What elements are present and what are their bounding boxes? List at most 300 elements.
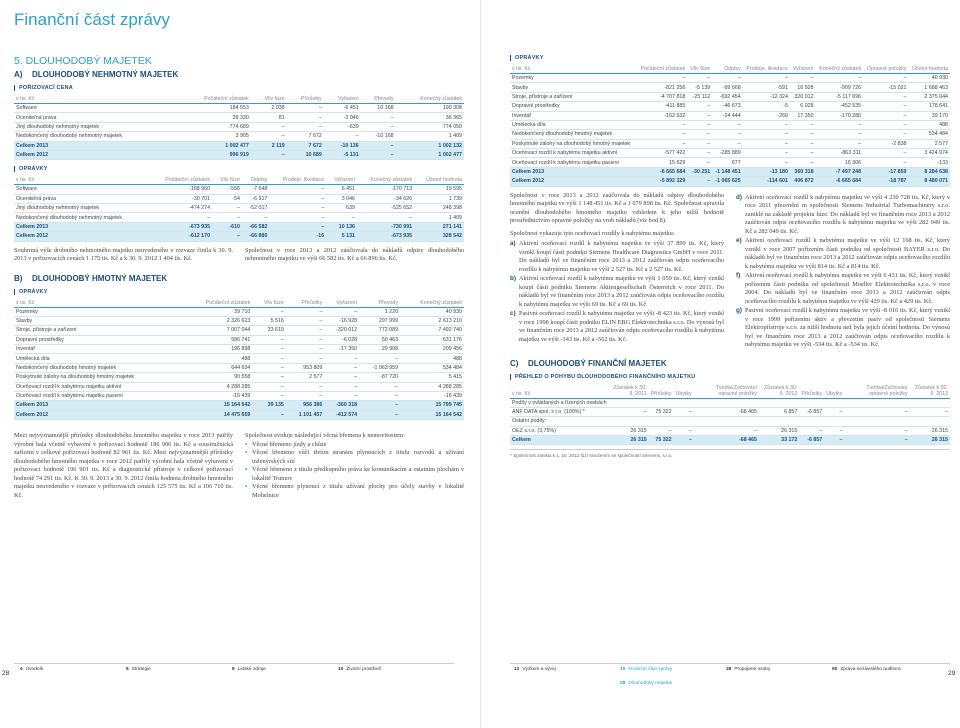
table-cell: –	[324, 132, 361, 141]
table-cell: –	[286, 307, 324, 316]
table-cell: 7 672	[287, 132, 324, 141]
table-cell: 953 809	[286, 363, 324, 372]
row-label: Jiný dlouhodobý nehmotný majetek	[14, 122, 178, 131]
row-label: Software	[14, 104, 178, 113]
paragraph: Společnost vykazuje tyto oceňovací rozdíly k nabytému majetku:	[510, 229, 675, 237]
table-cell: 360 318	[790, 167, 816, 176]
column-header: Opravné položky	[863, 65, 908, 74]
table-header-row	[14, 95, 464, 104]
row-label: Celkem 2013	[14, 222, 151, 231]
table-cell: -114 601	[743, 177, 790, 186]
table-cell: -411 885	[637, 102, 688, 111]
footer-nav-label: Životní prostředí	[346, 667, 382, 672]
table-cell: –	[863, 92, 908, 101]
table-cell: –	[790, 149, 816, 158]
easements-block	[245, 432, 464, 500]
table-cell: 644 634	[184, 363, 252, 372]
table-row	[510, 74, 950, 83]
column-header: Vliv fúze	[251, 95, 287, 104]
total-row	[14, 150, 464, 159]
table-cell: -6 857	[799, 407, 824, 416]
table-cell: -6 917	[242, 194, 269, 203]
row-label: Stavby	[510, 83, 637, 92]
footer-nav-item[interactable]	[232, 667, 266, 672]
table-cell: 40 930	[400, 307, 464, 316]
footer-nav-number: 4	[20, 667, 23, 672]
table-cell: –	[359, 401, 400, 410]
table-cell: –	[269, 213, 326, 222]
table-cell: -821 256	[637, 83, 688, 92]
table-cell: -6 451	[324, 104, 361, 113]
valuation-item	[510, 310, 724, 344]
table-cell: 5 516	[252, 316, 286, 325]
table-cell: –	[361, 122, 396, 131]
intangible-amortization-table	[14, 176, 464, 241]
table-row	[510, 83, 950, 92]
table-cell: –	[324, 382, 359, 391]
table-row	[14, 213, 464, 222]
ribbon-c: PŘEHLED O POHYBU DLOUHODOBÉHO FINANČNÍHO MAJETKU	[510, 374, 950, 380]
table-cell: 8 284 638	[908, 167, 950, 176]
table-row	[14, 326, 464, 335]
table-cell: 39 330	[178, 113, 251, 122]
table-cell: -285 889	[712, 149, 742, 158]
table-cell: -1 063 959	[359, 363, 400, 372]
table-cell	[844, 417, 909, 426]
table-cell: –	[694, 426, 759, 435]
item-text: Aktivní oceňovací rozdíl k nabytému majetku ve výši 4 230 728 tis. Kč, který v roce 2011 přecenění m společnosti Siemens Industrial Turbomachinery s.r.o. zaniklé na základě projektu fúze. Do nákladů byl ve finančním roce 2013 a 2012 zaúčtován odpis oceňovacího rozdílu k nabytému majetku ve výši 282 049 tis. Kč a 282 049 tis. Kč.	[745, 193, 950, 235]
table-cell: -692 454	[712, 92, 742, 101]
row-label: Celkem 2012	[14, 410, 184, 419]
table-cell: -66 880	[242, 232, 269, 241]
table-cell: –	[286, 326, 324, 335]
footnote: * Společnost zanikla k 1. 10. 2012 fúzí sloučením se společností Siemens, s.r.o.	[510, 449, 950, 458]
table-cell: 1 409	[414, 213, 464, 222]
table-cell: –	[251, 150, 287, 159]
subsection-c-title	[510, 359, 950, 368]
easement-item: ▪ Věcné břemeno z titulu předkupního práva ke komunikacím a ostatním plochám v lokalitě Trutnov	[245, 466, 464, 483]
item-key: a)	[510, 240, 516, 247]
table-header-row	[510, 384, 950, 399]
table-cell: –	[816, 130, 864, 139]
table-row	[14, 104, 464, 113]
row-label: Oceňovací rozdíl k nabytému majetku aktivní	[510, 149, 637, 158]
row-label: Umělecká díla	[14, 354, 184, 363]
text-col-left	[510, 192, 724, 351]
table-cell: -639	[324, 122, 361, 131]
footer-nav-label: Výzkum a vývoj	[522, 667, 556, 672]
valuation-item	[736, 307, 950, 350]
table-cell: –	[269, 185, 326, 194]
column-header: Konečný zůstatek	[400, 299, 464, 308]
table-cell: -5 117 696	[816, 92, 864, 101]
item-key: e)	[736, 237, 742, 244]
table-cell: –	[863, 120, 908, 129]
table-cell: 81	[251, 113, 287, 122]
table-cell: -18 787	[863, 177, 908, 186]
column-header: Převody	[361, 95, 396, 104]
total-row	[14, 141, 464, 150]
column-header: Vliv fúze	[212, 176, 242, 185]
table-cell: -452 535	[816, 102, 864, 111]
table-cell	[674, 417, 694, 426]
table-row	[14, 373, 464, 382]
table-cell: –	[687, 130, 712, 139]
page-title: Finanční část zprávy	[14, 10, 170, 29]
table-cell: –	[324, 307, 359, 316]
footer-nav-number: 6	[126, 667, 129, 672]
table-cell: -87 720	[359, 373, 400, 382]
table-cell: -577 422	[637, 149, 688, 158]
table-cell: –	[361, 150, 396, 159]
column-header: Vyřazení	[790, 65, 816, 74]
table-row	[510, 139, 950, 148]
footer-nav-item[interactable]	[620, 667, 672, 672]
spread-divider	[480, 0, 481, 728]
table-cell: 5 415	[400, 373, 464, 382]
easement-list	[245, 441, 464, 501]
row-label: Inventář	[14, 345, 184, 354]
table-cell: -12 324	[743, 92, 790, 101]
table-cell: -730 991	[357, 222, 414, 231]
column-header: Zůstatek k 30. 9. 2012	[759, 384, 799, 399]
table-cell: –	[252, 391, 286, 400]
table-cell: –	[863, 158, 908, 167]
row-label: Jiný dlouhodobý nehmotný majetek	[14, 204, 151, 213]
row-label: Nedokončený dlouhodobý hmotný majetek	[14, 363, 184, 372]
table-cell: –	[269, 222, 326, 231]
footer-nav-number: 15	[620, 667, 626, 672]
table-cell	[759, 417, 799, 426]
table-cell: –	[287, 122, 324, 131]
table-cell: 5 131	[326, 232, 357, 241]
table-cell: -5 139	[687, 83, 712, 92]
table-cell: 19 595	[414, 185, 464, 194]
table-cell: –	[712, 130, 742, 139]
table-cell	[824, 398, 844, 407]
table-row	[14, 316, 464, 325]
footer-nav-item[interactable]	[20, 667, 43, 672]
table-cell: –	[863, 149, 908, 158]
table-cell: 7 672	[287, 141, 324, 150]
table-cell	[799, 417, 824, 426]
table-cell: –	[637, 130, 688, 139]
table-cell: –	[687, 139, 712, 148]
table-cell: –	[324, 391, 359, 400]
table-cell: –	[212, 213, 242, 222]
table-cell: -556	[212, 185, 242, 194]
column-header: Prodeje, likvidace	[743, 65, 790, 74]
table-cell: –	[824, 407, 844, 416]
column-header: v tis. Kč	[14, 299, 184, 308]
column-header: Vyřazení	[324, 95, 361, 104]
table-row	[14, 363, 464, 372]
valuation-item	[736, 194, 950, 237]
table-cell: –	[252, 410, 286, 419]
table-cell: 774 689	[178, 122, 251, 131]
table-cell: 1 002 477	[178, 141, 251, 150]
valuation-item	[736, 237, 950, 271]
table-cell: –	[790, 74, 816, 83]
table-cell: 677	[712, 158, 742, 167]
table-cell: –	[286, 354, 324, 363]
table-cell: -16 928	[324, 316, 359, 325]
column-header: Přírůstky	[799, 384, 824, 399]
footer-nav-item[interactable]	[514, 667, 556, 672]
table-row	[14, 382, 464, 391]
table-cell: 328 542	[414, 232, 464, 241]
table-cell: -610	[212, 222, 242, 231]
table-cell: -10 136	[324, 141, 361, 150]
table-cell: –	[674, 407, 694, 416]
row-label: Oceňovací rozdíl k nabytému majetku aktivní	[14, 382, 184, 391]
column-header: Přírůstky	[287, 95, 324, 104]
table-cell: 36 365	[396, 113, 464, 122]
table-cell: -612 170	[151, 232, 212, 241]
row-label: Celkem	[510, 436, 609, 445]
table-cell: 4 288 285	[400, 382, 464, 391]
table-cell: 75 322	[649, 436, 674, 445]
row-label: Stavby	[14, 316, 184, 325]
table-cell: -17 859	[863, 167, 908, 176]
table-cell: -412 574	[324, 410, 359, 419]
section-title: 5. DLOUHODOBÝ MAJETEK	[14, 55, 152, 67]
item-text: Aktivní oceňovací rozdíl k nabytému majetku ve výši 6 431 tis. Kč, který vznikl pořízením části podniku od společnosti Moeller Elektrotechnika s.r.o. v roce 2004. Do nákladů byl ve finančním roce 2013 a 2012 zaúčtován odpis oceňovacího rozdílu k nabytému majetku ve výši 429 tis. Kč a 429 tis. Kč.	[745, 272, 950, 305]
row-label: Celkem 2012	[14, 232, 151, 241]
table-cell: 586 741	[184, 335, 252, 344]
table-cell: 6 857	[759, 407, 799, 416]
table-cell: -673 935	[151, 222, 212, 231]
footer-sub-item[interactable]	[620, 681, 672, 686]
table-cell: -591	[743, 83, 790, 92]
table-cell: –	[361, 141, 396, 150]
table-cell: –	[212, 204, 242, 213]
footer-nav-label: Finanční část zprávy	[628, 667, 673, 672]
table-row	[510, 111, 950, 120]
row-label: Nedokončený dlouhodobý nehmotný majetek	[14, 132, 178, 141]
table-cell: 3 424 974	[908, 149, 950, 158]
table-cell: 631 176	[400, 335, 464, 344]
column-header: v tis. Kč	[510, 384, 609, 399]
table-cell: -68 465	[694, 407, 759, 416]
table-cell: 3 905	[178, 132, 251, 141]
table-cell: 2 577	[908, 139, 950, 148]
column-header: Prodeje, likvidace	[269, 176, 326, 185]
footer-nav-item[interactable]	[126, 667, 151, 672]
table-cell: –	[252, 335, 286, 344]
table-cell: –	[286, 316, 324, 325]
footer-nav-item[interactable]	[726, 667, 770, 672]
table-cell: –	[790, 139, 816, 148]
table-cell	[649, 398, 674, 407]
row-label: Pozemky	[510, 74, 637, 83]
intangible-cost-table	[14, 95, 464, 160]
column-header: Vliv fúze	[252, 299, 286, 308]
subsection-letter: B)	[14, 273, 23, 283]
table-cell: 14 475 659	[184, 410, 252, 419]
table-cell: –	[743, 139, 790, 148]
table-cell: –	[637, 120, 688, 129]
table-row	[510, 398, 950, 407]
table-row	[14, 113, 464, 122]
table-cell: -17 350	[324, 345, 359, 354]
table-cell	[609, 417, 649, 426]
table-cell: –	[269, 204, 326, 213]
table-row	[510, 417, 950, 426]
row-label: Celkem 2013	[14, 141, 178, 150]
table-cell: -360 318	[324, 401, 359, 410]
table-cell: –	[252, 307, 286, 316]
table-cell: 39 710	[184, 307, 252, 316]
subsection-b-title	[14, 274, 464, 283]
table-cell: –	[151, 213, 212, 222]
table-cell: –	[637, 74, 688, 83]
paragraph: Společnost v roce 2013 a 2012 zaúčtovala do nákladů odpisy dlouhodobého hmotného majetku ve výši 1 148 451 tis. Kč a 1 079 898 tis. Kč. Společnost upravila ocenění dlouhodobého hmotného majetku vzhledem k jeho nižší hodnotě prostřednictvím opravné položky na vrub nákladů (viz bod 8).	[510, 191, 724, 224]
table-cell: -260	[743, 111, 790, 120]
table-cell: –	[863, 111, 908, 120]
paragraph: Souhrnná výše drobného nehmotného majetku neuvedeného v rozvaze činila k 30. 9. 2013 v pořizovacích cenách 1 175 tis. Kč a k 30. 9. 2012 1 404 tis. Kč.	[14, 246, 233, 262]
table-cell: –	[359, 354, 400, 363]
tangible-cost-table	[14, 299, 464, 421]
table-cell: -1 065 625	[712, 177, 742, 186]
table-cell: 2 577	[286, 373, 324, 382]
table-cell: 6 451	[326, 185, 357, 194]
item-key: d)	[736, 193, 742, 201]
table-row	[14, 204, 464, 213]
table-cell: 6 028	[790, 102, 816, 111]
table-cell: –	[824, 436, 844, 445]
table-cell: 774 050	[396, 122, 464, 131]
table-cell: -15 021	[863, 83, 908, 92]
row-label: Celkem 2012	[510, 177, 637, 186]
column-header: Úbytky	[824, 384, 844, 399]
footer-sub-label: Dlouhodobý majetek	[628, 681, 673, 686]
row-label: Poskytnuté zálohy na dlouhodobý hmotný majetek	[14, 373, 184, 382]
table-cell: 297 999	[359, 316, 400, 325]
table-cell: 7 007 044	[184, 326, 252, 335]
table-cell: 40 930	[908, 74, 950, 83]
row-label: Celkem 2013	[14, 401, 184, 410]
table-cell: –	[743, 158, 790, 167]
column-header: Odpisy	[712, 65, 742, 74]
table-cell: -320 012	[324, 326, 359, 335]
table-cell: 2 375 044	[908, 92, 950, 101]
table-cell: –	[687, 177, 712, 186]
easement-item: ▪ Věcné břemeno jízdy a chůze	[245, 441, 464, 450]
table-cell: –	[252, 354, 286, 363]
table-cell: –	[816, 120, 864, 129]
table-cell: –	[743, 74, 790, 83]
table-cell: -7 497 248	[816, 167, 864, 176]
ribbon-op: OPRÁVKY	[510, 55, 950, 61]
table-header-row	[14, 299, 464, 308]
table-cell: –	[357, 213, 414, 222]
table-row	[14, 185, 464, 194]
table-cell: –	[844, 436, 909, 445]
table-cell: 996 919	[178, 150, 251, 159]
table-cell: -7 648	[242, 185, 269, 194]
table-cell: 1 220	[359, 307, 400, 316]
table-cell: 26 315	[609, 436, 649, 445]
table-cell: –	[863, 102, 908, 111]
total-row	[14, 222, 464, 231]
row-label: Stroje, přístroje a zařízení	[14, 326, 184, 335]
table-cell: –	[286, 382, 324, 391]
footer-nav-number: 38	[726, 667, 732, 672]
table-cell: –	[326, 213, 357, 222]
table-cell: 26 315	[910, 436, 950, 445]
column-header: Počáteční zůstatek	[184, 299, 252, 308]
table-row	[510, 130, 950, 139]
table-cell: 248 398	[414, 204, 464, 213]
table-row	[510, 92, 950, 101]
table-cell: 2 038	[251, 104, 287, 113]
table-cell: –	[359, 410, 400, 419]
easement-item: ▪ Věcné břemeno vůči třetím stranám plynoucích z titulu rozvodů a užívání inženýrských sítí	[245, 449, 464, 466]
column-header: Zůstatek k 30. 9. 2011	[609, 384, 649, 399]
column-header: Vyřazení	[326, 176, 357, 185]
table-cell: –	[743, 120, 790, 129]
table-cell	[609, 398, 649, 407]
ribbon-pc: POŘIZOVACÍ CENA	[14, 85, 464, 91]
row-label: Ostatní podíly:	[510, 417, 609, 426]
table-cell: 1 002 132	[396, 141, 464, 150]
table-cell	[910, 417, 950, 426]
subsection-letter: C)	[510, 358, 519, 368]
table-cell: –	[252, 382, 286, 391]
table-cell	[674, 398, 694, 407]
table-cell: -525 652	[357, 204, 414, 213]
table-cell: -52 017	[242, 204, 269, 213]
table-cell: -133	[908, 158, 950, 167]
tangible-depreciation-table	[510, 65, 950, 187]
footer-nav-item[interactable]	[832, 667, 901, 672]
ribbon-op: OPRÁVKY	[14, 166, 464, 172]
table-row	[510, 149, 950, 158]
table-cell: –	[251, 122, 287, 131]
footer-nav-label: Strategie	[131, 667, 151, 672]
valuation-list-right	[736, 194, 950, 350]
footer-nav-item[interactable]	[338, 667, 381, 672]
footer-nav-label: Úvodník	[25, 667, 44, 672]
table-cell: 178 641	[908, 102, 950, 111]
table-cell: 10 136	[326, 222, 357, 231]
column-header: v tis. Kč	[510, 65, 637, 74]
table-cell: 8 480 071	[908, 177, 950, 186]
table-cell: 1 409	[396, 132, 464, 141]
total-row	[14, 232, 464, 241]
table-cell: –	[359, 391, 400, 400]
column-header: Odpisy	[242, 176, 269, 185]
table-cell: 16 928	[790, 83, 816, 92]
subsection-label: DLOUHODOBÝ FINANČNÍ MAJETEK	[528, 358, 667, 368]
table-cell: 15 164 542	[400, 410, 464, 419]
table-cell: -168 960	[151, 185, 212, 194]
table-row	[14, 335, 464, 344]
item-key: f)	[736, 272, 741, 279]
table-cell: -66 582	[242, 222, 269, 231]
table-cell: –	[609, 407, 649, 416]
footer-rule-right	[510, 663, 950, 664]
table-cell: -68 465	[694, 436, 759, 445]
table-cell: –	[687, 102, 712, 111]
table-header-row	[14, 176, 464, 185]
table-cell: -30 251	[687, 167, 712, 176]
table-cell: -10 168	[361, 132, 396, 141]
table-cell: 772 089	[359, 326, 400, 335]
table-cell: 15 629	[637, 158, 688, 167]
column-header: Konečný zůstatek	[357, 176, 414, 185]
